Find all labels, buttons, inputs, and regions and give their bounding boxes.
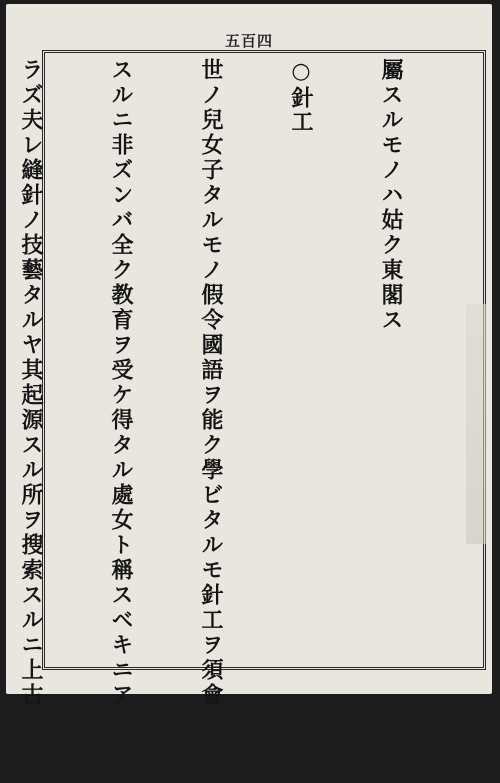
text-column: 屬スルモノハ姑ク東閣ス: [378, 58, 404, 333]
section-heading: ○針工: [288, 58, 314, 134]
vertical-text-body: [18, 58, 466, 708]
bleed-through-shadow: [466, 304, 486, 544]
text-column: 世ノ兒女子タルモノ假令國語ヲ能ク學ビタルモ針工ヲ須會: [198, 58, 224, 708]
book-page: [6, 4, 492, 708]
page-number: 五百四: [224, 32, 273, 50]
text-column: スルニ非ズンバ全ク教育ヲ受ケ得タル處女ト稱スベキニア: [108, 58, 134, 708]
text-column: ラズ夫レ縫針ノ技藝タルヤ其起源スル所ヲ搜索スルニ上古: [18, 58, 44, 708]
